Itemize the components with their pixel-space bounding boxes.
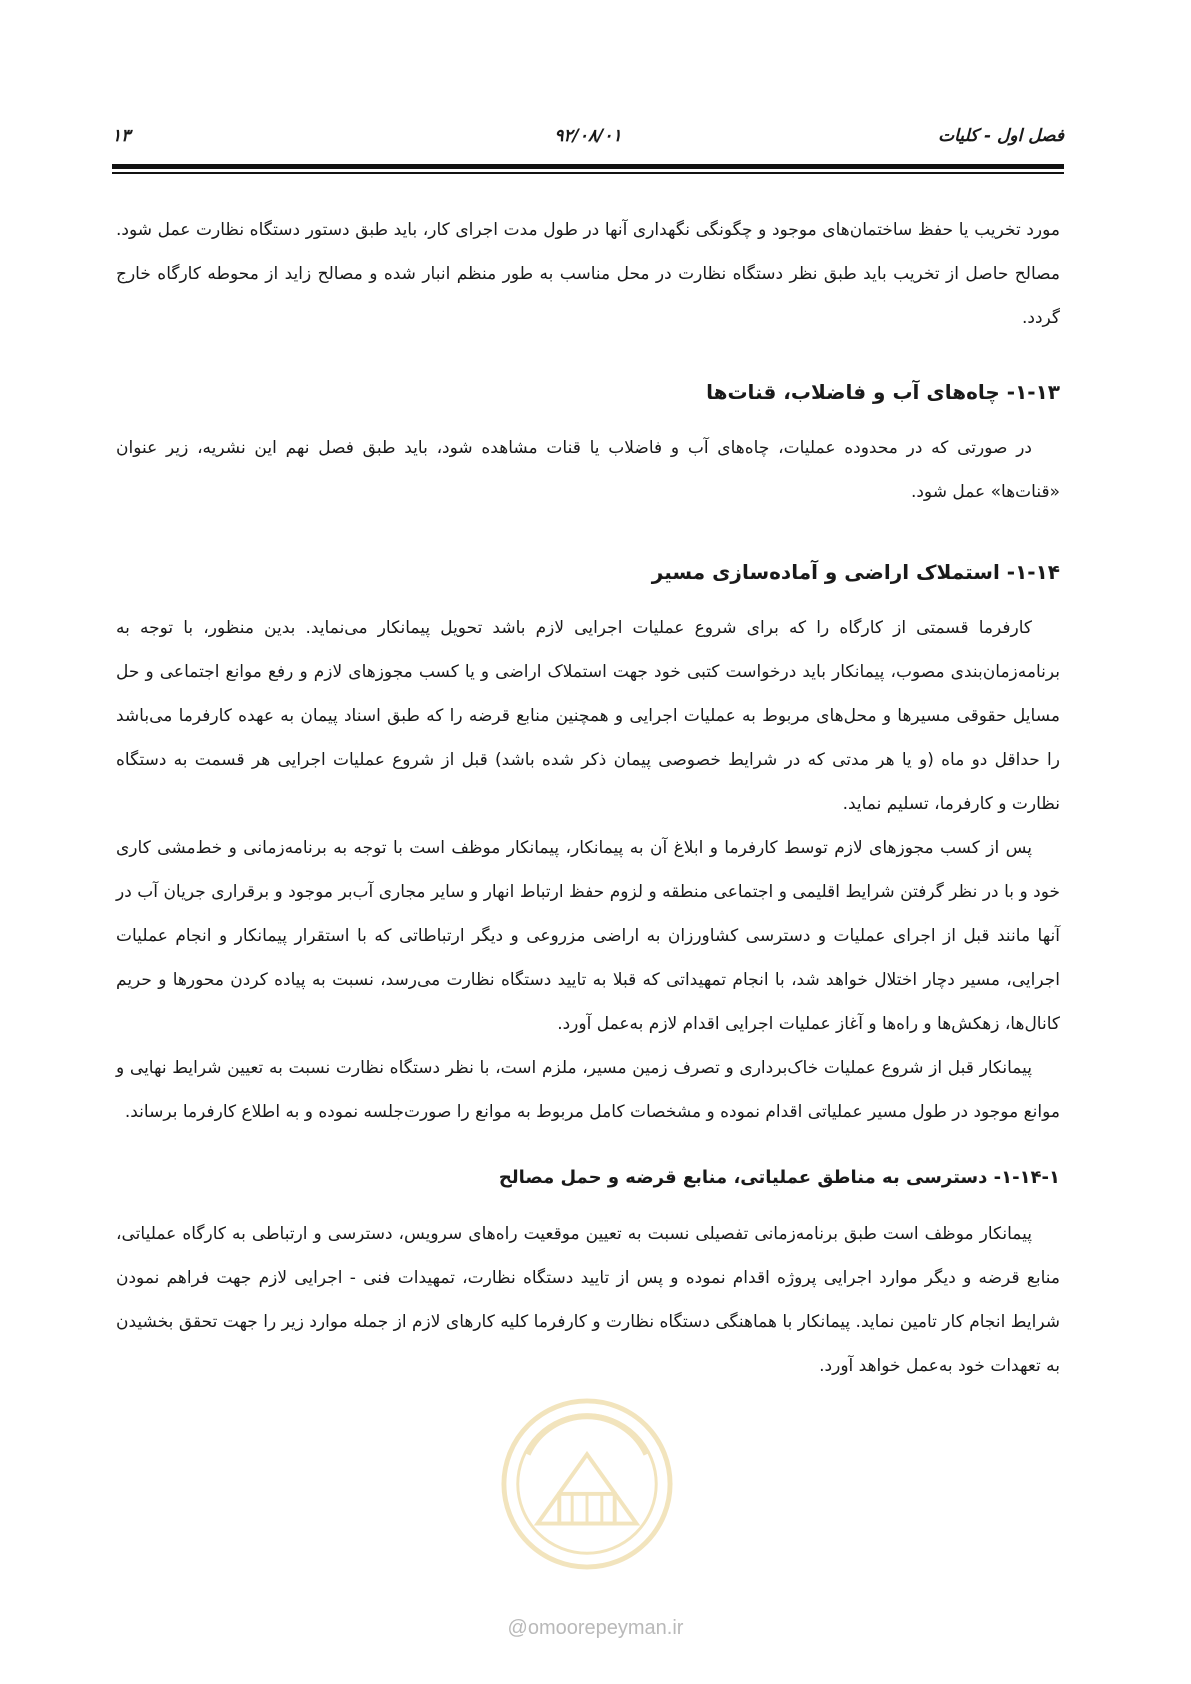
watermark-site: @omoorepeyman.ir bbox=[507, 1617, 684, 1639]
section-14-paragraph-2: پس از کسب مجوزهای لازم توسط کارفرما و ابلاغ آن به پیمانکار، پیمانکار موظف است با توجه به برنامه‌زمانی و خط‌مشی کاری خود و با در نظر گرفتن شرایط اقلیمی و اجتماعی منطقه و لزوم حفظ ارتباط انهار و سایر مجاری آب‌بر موجود و برقراری جریان آب در آنها مانند قبل از اجرای عملیات و دسترسی کشاورزان به اراضی مزروعی و دیگر ارتباطاتی که با استقرار پیمانکار و انجام عملیات اجرایی، مسیر دچار اختلال خواهد شد، با انجام تمهیداتی که قبلا به تایید دستگاه نظارت می‌رسد، نسبت به پیاده کردن محورها و حریم کانال‌ها، زهکش‌ها و راه‌ها و آغاز عملیات اجرایی اقدام لازم به‌عمل آورد. bbox=[116, 838, 1060, 1034]
watermark-seal-icon bbox=[498, 1395, 676, 1573]
header-rule-thick bbox=[112, 164, 1064, 169]
intro-paragraph: مورد تخریب یا حفظ ساختمان‌های موجود و چگونگی نگهداری آنها در طول مدت اجرای کار، باید طبق دستور دستگاه نظارت عمل شود. مصالح حاصل از تخریب باید طبق نظر دستگاه نظارت در محل مناسب به طور منظم انبار شده و مصالح زاید از محوطه کارگاه خارج گردد. bbox=[116, 220, 1060, 328]
page-header bbox=[112, 126, 1064, 156]
section-13-heading: ۱-۱۳- چاه‌های آب و فاضلاب، قنات‌ها bbox=[706, 380, 1060, 404]
page-content bbox=[116, 208, 1060, 1388]
header-date: ۹۲/۰۸/۰۱ bbox=[554, 126, 622, 146]
page-number: ۱۳ bbox=[112, 126, 131, 146]
section-14-paragraph-1: کارفرما قسمتی از کارگاه را که برای شروع عملیات اجرایی لازم باشد تحویل پیمانکار می‌نماید. بدین منظور، با توجه به برنامه‌زمان‌بندی مصوب، پیمانکار باید درخواست کتبی خود جهت استملاک اراضی و یا کسب مجوزهای لازم و رفع موانع اجتماعی و حل مسایل حقوقی مسیرها و محل‌های مربوط به عملیات اجرایی و همچنین منابع قرضه را که طبق اسناد پیمان به عهده کارفرما می‌باشد را حداقل دو ماه (و یا هر مدتی که در شرایط خصوصی پیمان ذکر شده باشد) قبل از شروع عملیات اجرایی هر قسمت به دستگاه نظارت و کارفرما، تسلیم نماید. bbox=[116, 618, 1060, 814]
header-rule-thin bbox=[112, 172, 1064, 174]
section-14-1-heading: ۱-۱۴-۱- دسترسی به مناطق عملیاتی، منابع قرضه و حمل مصالح bbox=[498, 1167, 1060, 1188]
section-14-heading: ۱-۱۴- استملاک اراضی و آماده‌سازی مسیر bbox=[651, 560, 1060, 584]
section-14-1-paragraph: پیمانکار موظف است طبق برنامه‌زمانی تفصیلی نسبت به تعیین موقعیت راه‌های سرویس، دسترسی و ارتباطی به کارگاه عملیاتی، منابع قرضه و دیگر موارد اجرایی پروژه اقدام نموده و پس از تایید دستگاه نظارت، تمهیدات فنی - اجرایی لازم جهت فراهم نمودن شرایط انجام کار تامین نماید. پیمانکار با هماهنگی دستگاه نظارت و کارفرما کلیه کارهای لازم از جمله موارد زیر را جهت تحقق بخشیدن به تعهدات خود به‌عمل خواهد آورد. bbox=[116, 1224, 1060, 1376]
section-14-paragraph-3: پیمانکار قبل از شروع عملیات خاک‌برداری و تصرف زمین مسیر، ملزم است، با نظر دستگاه نظارت نسبت به تعیین شرایط نهایی و موانع موجود در طول مسیر عملیاتی اقدام نموده و مشخصات کامل مربوط به موانع را صورت‌جلسه نموده و به اطلاع کارفرما برساند. bbox=[116, 1058, 1060, 1122]
section-13-paragraph: در صورتی که در محدوده عملیات، چاه‌های آب و فاضلاب یا قنات مشاهده شود، باید طبق فصل نهم این نشریه، زیر عنوان «قنات‌ها» عمل شود. bbox=[116, 438, 1060, 502]
chapter-title: فصل اول - کلیات bbox=[938, 126, 1064, 146]
